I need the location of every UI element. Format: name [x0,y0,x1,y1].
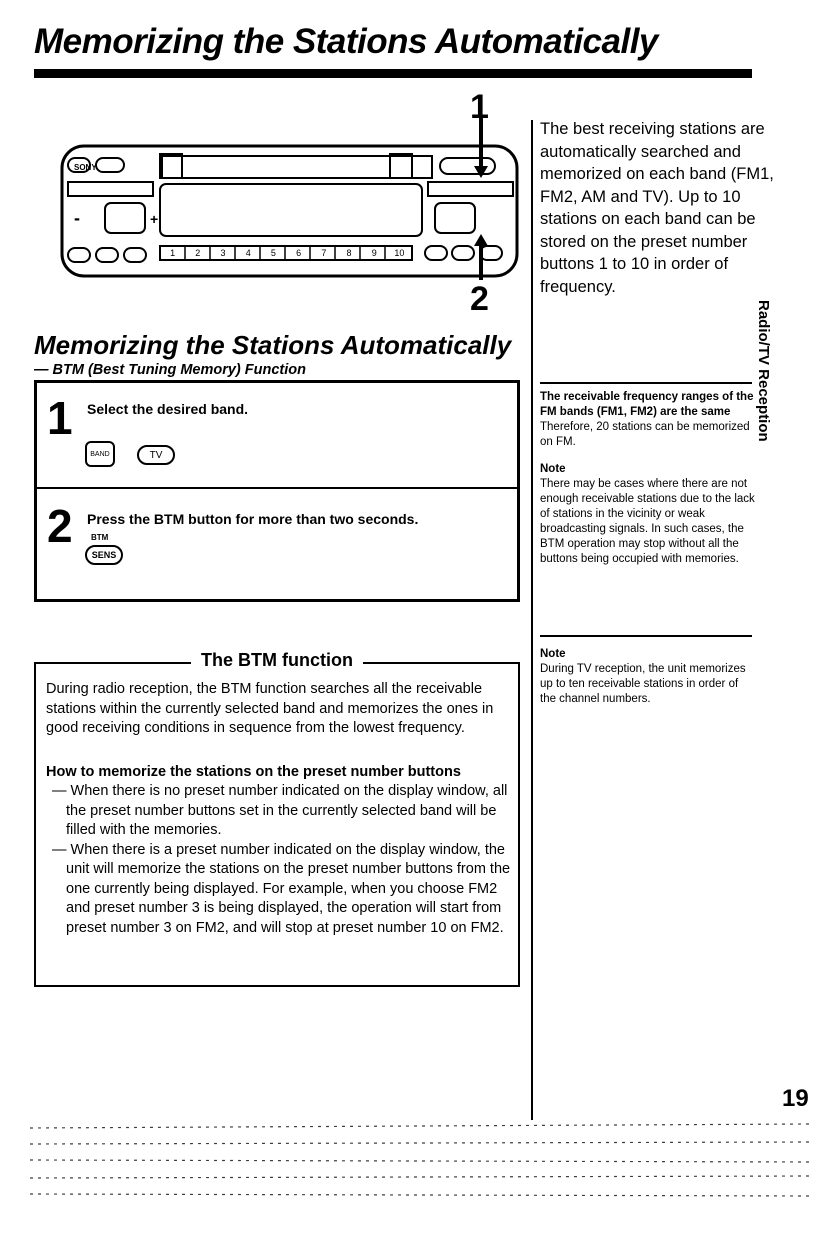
howto-bullet-2: — When there is a preset number indicated on the display window, the unit will memorize the stations on the preset number buttons from the one currently being displayed. For example, when you choose FM2 and preset number 3 is being displayed, the operation will start from preset number 3 on FM2, and will stop at preset number 10 on FM2. [52,841,511,936]
title-rule [34,69,752,78]
step-1-text: Select the desired band. [87,401,249,417]
callout-2: 2 [470,280,489,318]
btm-box-title: The BTM function [191,650,363,670]
preset-button-9: 9 [371,248,377,258]
step-1-number: 1 [47,392,73,444]
brand-logo: SONY [74,163,97,172]
svg-text:-: - [74,208,80,228]
sens-button-icon: SENS [85,545,123,565]
note-1-heading: Note [540,463,566,475]
tv-note [540,647,755,707]
preset-button-3: 3 [220,248,226,258]
note-2-text: During TV reception, the unit memorizes up to ten receivable stations in order of the channel numbers. [540,663,746,705]
preset-button-7: 7 [321,248,327,258]
howto-bullet-1: — When there is no preset number indicated on the display window, all the preset number buttons set in the currently selected band will be filled with the memories. [52,783,508,838]
btm-box-title-wrap [36,650,518,671]
section-subtitle: — BTM (Best Tuning Memory) Function [34,362,306,378]
preset-button-10: 10 [394,248,405,258]
fm-range-note [540,390,755,567]
band-button-icon: BAND [85,441,115,467]
note-2-heading: Note [540,648,566,660]
svg-text:+: + [150,211,159,227]
notes-rule-2 [540,635,752,637]
column-divider [531,120,533,1120]
preset-number-buttons [160,246,412,260]
preset-button-5: 5 [270,248,276,258]
btm-box-body [46,680,512,938]
tv-button-icon: TV [137,445,175,465]
callout-1: 1 [470,88,489,126]
preset-button-4: 4 [245,248,251,258]
preset-button-2: 2 [195,248,201,258]
device-figure [60,88,530,323]
steps-box [34,380,520,602]
note-1-text: There may be cases where there are not enough receivable stations due to the lack of stations in the vicinity or weak broadcasting signals. In such cases, the BTM operation may stop without all the buttons being occupied with memories. [540,478,755,565]
side-tab [755,300,784,500]
fm-range-text: Therefore, 20 stations can be memorized on FM. [540,421,750,448]
step-2-text: Press the BTM button for more than two seconds. [87,511,419,527]
btm-label: BTM [91,533,109,542]
page-title: Memorizing the Stations Automatically [34,22,658,61]
btm-description: During radio reception, the BTM function searches all the receivable stations within the currently selected band and memorizes the ones in good receiving conditions in sequence from the lowest frequency. [46,681,494,736]
notes-rule-1 [540,382,752,384]
intro-text: The best receiving stations are automatically searched and memorized on each band (FM1, FM2, AM and TV). Up to 10 stations on each band can be stored on the preset number buttons 1 to 10 in order of frequency. [540,120,774,296]
scan-artifact-pattern [30,1120,810,1210]
section-title: Memorizing the Stations Automatically [34,330,512,360]
preset-button-1: 1 [170,248,176,258]
page-number: 19 [782,1085,809,1112]
side-tab-label: Radio/TV Reception [755,300,772,442]
preset-button-6: 6 [296,248,302,258]
fm-range-heading: The receivable frequency ranges of the FM bands (FM1, FM2) are the same [540,391,754,418]
car-stereo-illustration [60,118,530,318]
scan-noise [30,1120,810,1215]
howto-heading: How to memorize the stations on the preset number buttons [46,763,461,780]
step-divider [37,487,517,489]
btm-function-box [34,650,520,987]
step-2-number: 2 [47,500,73,552]
preset-button-8: 8 [346,248,352,258]
